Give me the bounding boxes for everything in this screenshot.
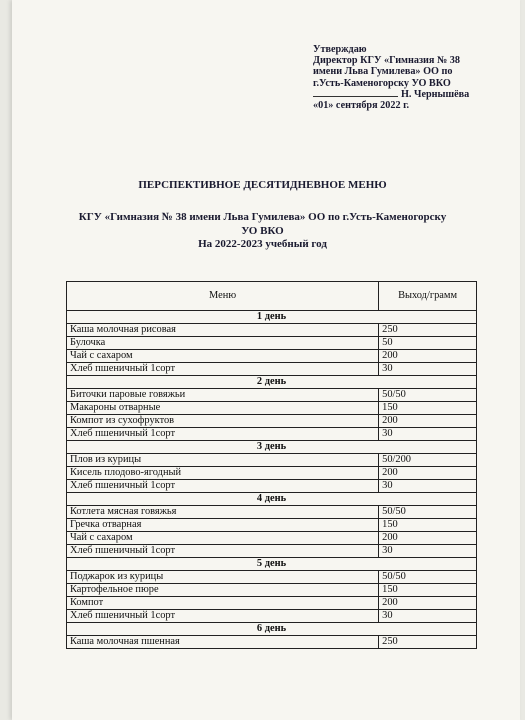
dish-name: Хлеб пшеничный 1сорт (67, 545, 379, 558)
dish-grams: 50 (379, 337, 477, 350)
table-row (67, 480, 477, 493)
dish-grams: 150 (379, 584, 477, 597)
dish-name: Кисель плодово-ягодный (67, 467, 379, 480)
dish-name: Каша молочная пшенная (67, 636, 379, 649)
dish-name: Чай с сахаром (67, 350, 379, 363)
day-header-row (67, 441, 477, 454)
table-row (67, 584, 477, 597)
page-subtitle (0, 211, 525, 252)
dish-name: Поджарок из курицы (67, 571, 379, 584)
dish-grams: 30 (379, 363, 477, 376)
dish-name: Хлеб пшеничный 1сорт (67, 610, 379, 623)
column-header-yield: Выход/грамм (379, 282, 477, 311)
dish-grams: 200 (379, 532, 477, 545)
day-header-row (67, 376, 477, 389)
dish-grams: 30 (379, 428, 477, 441)
dish-grams: 50/50 (379, 506, 477, 519)
signature-blank (313, 96, 398, 97)
dish-grams: 200 (379, 467, 477, 480)
table-row (67, 454, 477, 467)
table-row (67, 350, 477, 363)
dish-grams: 50/50 (379, 571, 477, 584)
table-row (67, 519, 477, 532)
dish-grams: 250 (379, 636, 477, 649)
dish-name: Компот (67, 597, 379, 610)
dish-grams: 250 (379, 324, 477, 337)
dish-name: Макароны отварные (67, 402, 379, 415)
approval-line: Директор КГУ «Гимназия № 38 (313, 55, 460, 67)
dish-name: Гречка отварная (67, 519, 379, 532)
dish-grams: 150 (379, 519, 477, 532)
signature-name: Н. Чернышёва (401, 88, 470, 100)
subtitle-line: КГУ «Гимназия № 38 имени Льва Гумилева» ОО по г.Усть-Каменогорску (78, 211, 447, 223)
dish-name: Каша молочная рисовая (67, 324, 379, 337)
approval-line: г.Усть-Каменогорску УО ВКО (313, 77, 451, 89)
dish-name: Чай с сахаром (67, 532, 379, 545)
column-header-menu: Меню (67, 282, 379, 311)
dish-grams: 150 (379, 402, 477, 415)
table-row (67, 467, 477, 480)
signature-line (313, 89, 488, 100)
dish-grams: 200 (379, 415, 477, 428)
day-label: 1 день (67, 311, 477, 324)
day-label: 2 день (67, 376, 477, 389)
day-label: 6 день (67, 623, 477, 636)
dish-name: Биточки паровые говяжьи (67, 389, 379, 402)
approval-line: Утверждаю (313, 44, 367, 55)
table-row (67, 506, 477, 519)
table-row (67, 597, 477, 610)
dish-name: Булочка (67, 337, 379, 350)
day-header-row (67, 623, 477, 636)
table-row (67, 428, 477, 441)
table-row (67, 402, 477, 415)
page-title: ПЕРСПЕКТИВНОЕ ДЕСЯТИДНЕВНОЕ МЕНЮ (138, 179, 387, 191)
dish-grams: 30 (379, 480, 477, 493)
table-row (67, 363, 477, 376)
day-header-row (67, 493, 477, 506)
table-row (67, 389, 477, 402)
dish-name: Хлеб пшеничный 1сорт (67, 480, 379, 493)
day-label: 4 день (67, 493, 477, 506)
dish-grams: 200 (379, 350, 477, 363)
dish-name: Плов из курицы (67, 454, 379, 467)
table-row (67, 571, 477, 584)
dish-name: Хлеб пшеничный 1сорт (67, 428, 379, 441)
menu-table-body (67, 311, 477, 649)
day-label: 5 день (67, 558, 477, 571)
table-row (67, 337, 477, 350)
dish-name: Картофельное пюре (67, 584, 379, 597)
menu-table (66, 281, 477, 649)
dish-grams: 200 (379, 597, 477, 610)
approval-date: «01» сентября 2022 г. (313, 100, 410, 112)
dish-name: Котлета мясная говяжья (67, 506, 379, 519)
table-row (67, 324, 477, 337)
table-row (67, 545, 477, 558)
approval-line: имени Льва Гумилева» ОО по (313, 66, 453, 78)
table-row (67, 636, 477, 649)
subtitle-line: УО ВКО (241, 224, 284, 237)
dish-grams: 50/50 (379, 389, 477, 402)
table-row (67, 610, 477, 623)
dish-grams: 50/200 (379, 454, 477, 467)
dish-grams: 30 (379, 545, 477, 558)
dish-grams: 30 (379, 610, 477, 623)
approval-block (313, 44, 488, 111)
day-label: 3 день (67, 441, 477, 454)
day-header-row (67, 558, 477, 571)
dish-name: Хлеб пшеничный 1сорт (67, 363, 379, 376)
dish-name: Компот из сухофруктов (67, 415, 379, 428)
table-row (67, 415, 477, 428)
table-header-row (67, 282, 477, 311)
subtitle-line: На 2022-2023 учебный год (198, 238, 327, 250)
day-header-row (67, 311, 477, 324)
table-row (67, 532, 477, 545)
